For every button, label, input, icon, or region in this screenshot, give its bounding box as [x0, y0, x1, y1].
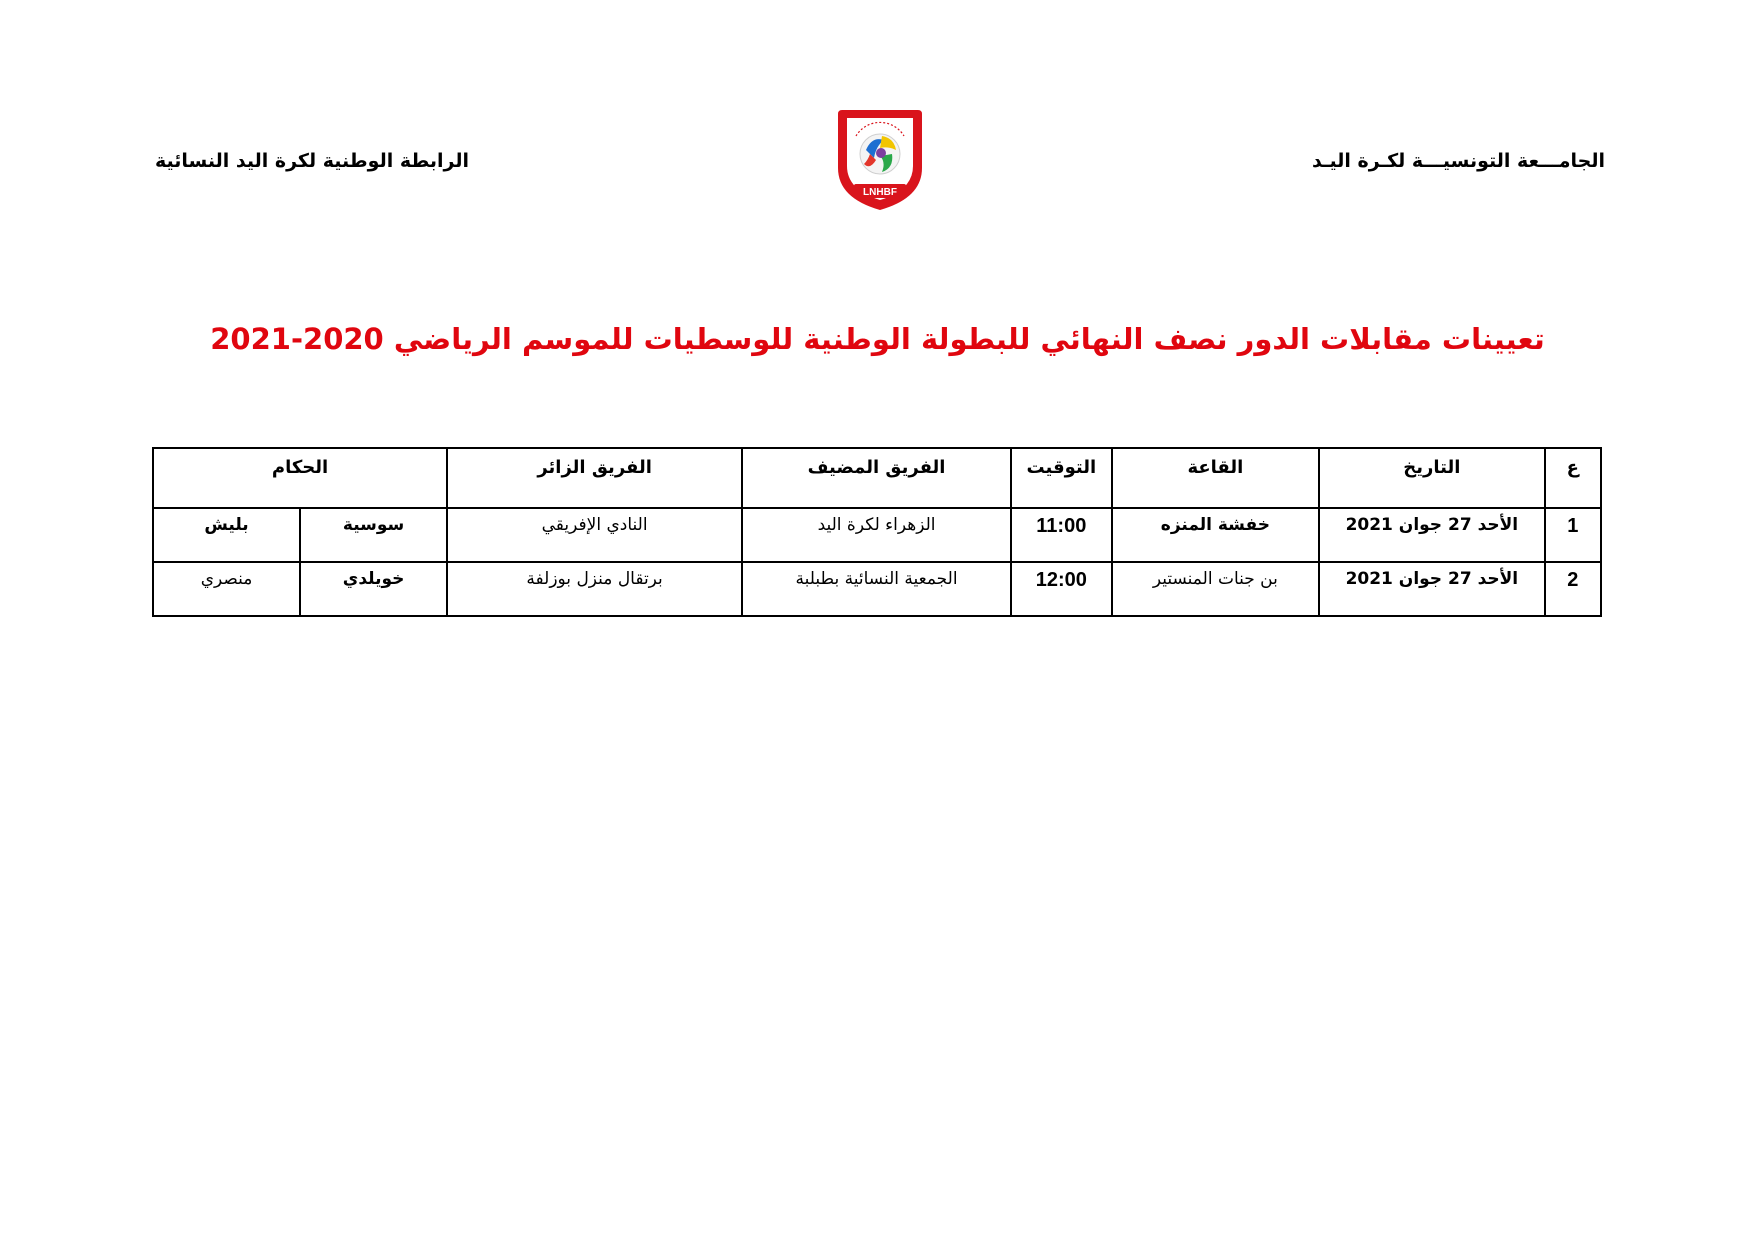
- match-time: 12:00: [1011, 562, 1112, 616]
- match-date: الأحد 27 جوان 2021: [1319, 562, 1545, 616]
- header-referees: الحكام: [153, 448, 447, 508]
- header-home-team: الفريق المضيف: [742, 448, 1011, 508]
- logo-text: LNHBF: [863, 187, 897, 198]
- away-team: برتقال منزل بوزلفة: [447, 562, 742, 616]
- page-title: تعيينات مقابلات الدور نصف النهائي للبطولة الوطنية للوسطيات للموسم الرياضي 2020-2021: [210, 322, 1545, 356]
- referee-1: سوسية: [300, 508, 447, 562]
- header-away-team: الفريق الزائر: [447, 448, 742, 508]
- referee-1: خويلدي: [300, 562, 447, 616]
- away-team: النادي الإفريقي: [447, 508, 742, 562]
- header-time: التوقيت: [1011, 448, 1112, 508]
- referee-2: بليش: [153, 508, 300, 562]
- assignments-table: [152, 447, 1602, 617]
- header-date: التاريخ: [1319, 448, 1545, 508]
- match-number: 1: [1545, 508, 1601, 562]
- table-row: [153, 508, 1601, 562]
- federation-name: الجامـــعة التونسيـــة لكـرة اليـد: [1312, 150, 1605, 172]
- home-team: الجمعية النسائية بطبلبة: [742, 562, 1011, 616]
- match-hall: خفشة المنزه: [1112, 508, 1319, 562]
- league-name: الرابطة الوطنية لكرة اليد النسائية: [155, 150, 469, 172]
- referee-2: منصري: [153, 562, 300, 616]
- match-hall: بن جنات المنستير: [1112, 562, 1319, 616]
- match-date: الأحد 27 جوان 2021: [1319, 508, 1545, 562]
- match-number: 2: [1545, 562, 1601, 616]
- header-hall: القاعة: [1112, 448, 1319, 508]
- table-row: [153, 562, 1601, 616]
- home-team: الزهراء لكرة اليد: [742, 508, 1011, 562]
- header-number: ع: [1545, 448, 1601, 508]
- table-header-row: [153, 448, 1601, 508]
- match-time: 11:00: [1011, 508, 1112, 562]
- league-logo: [836, 106, 924, 214]
